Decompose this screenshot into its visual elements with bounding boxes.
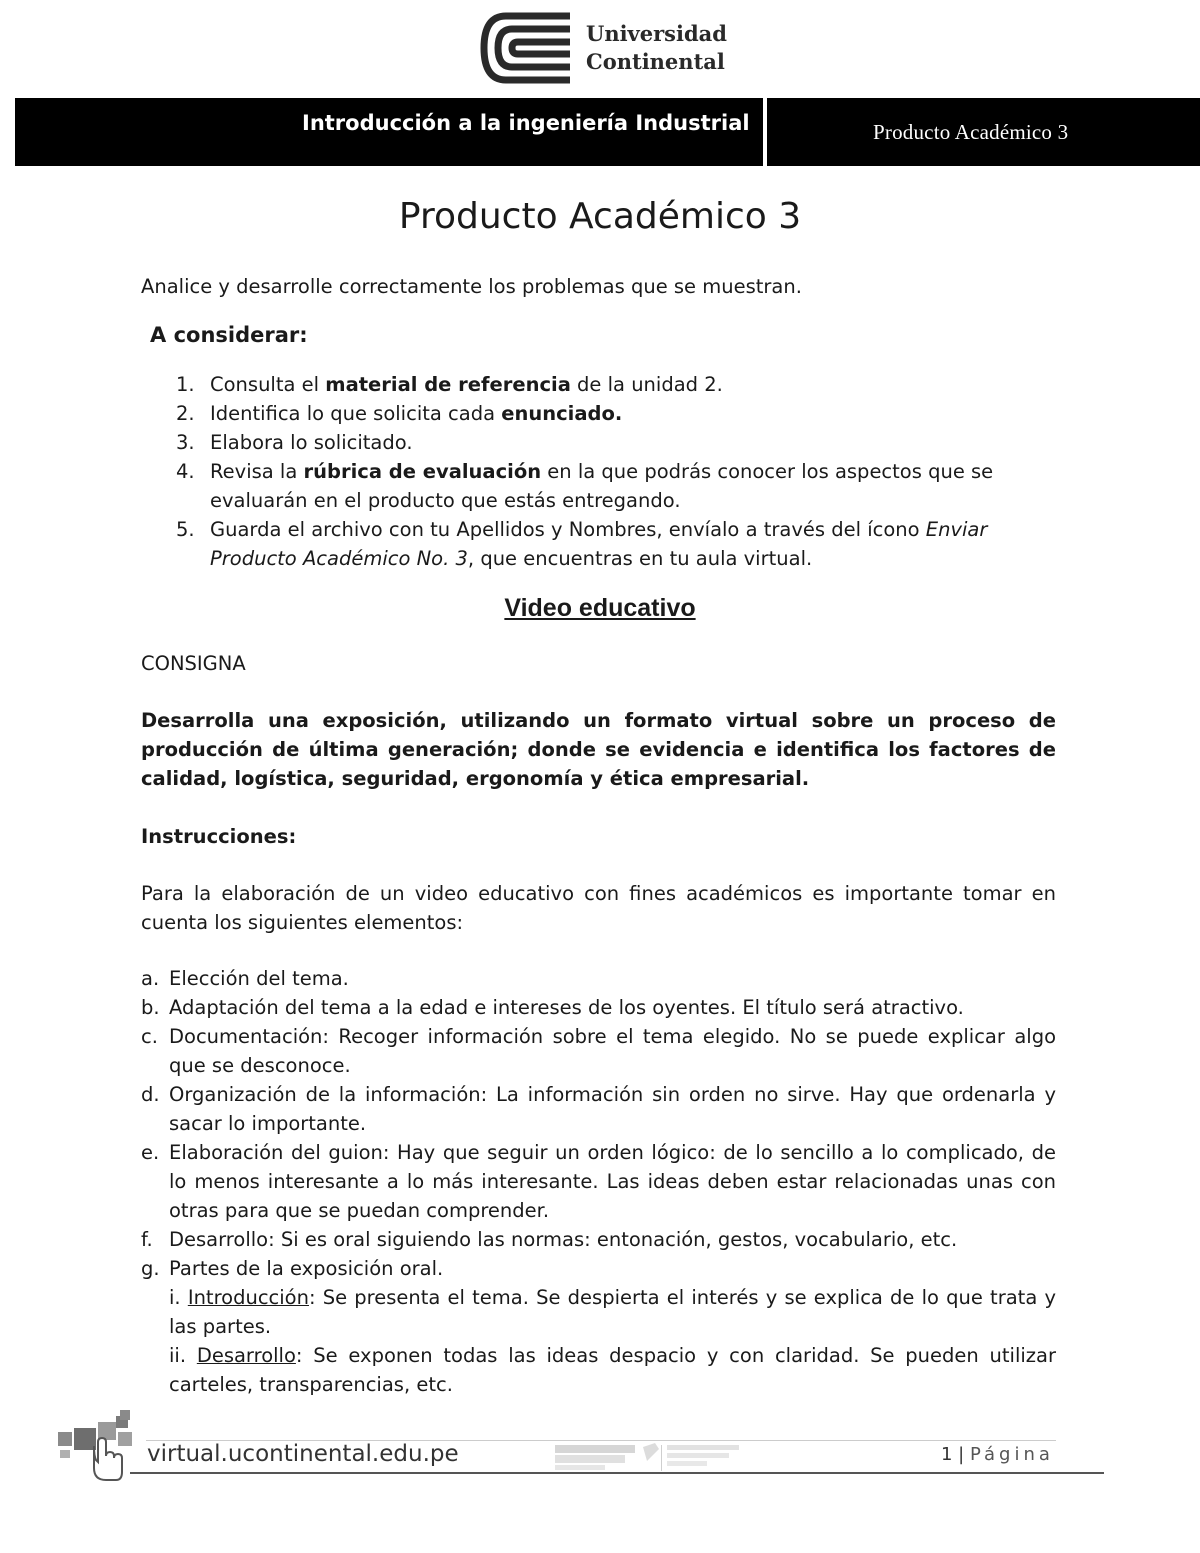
- considerar-list: [170, 370, 1060, 573]
- item-letter: d.: [141, 1083, 160, 1106]
- item-letter: b.: [141, 996, 160, 1019]
- list-item: [170, 515, 1060, 573]
- item-text: Elaboración del guion: Hay que seguir un orden lógico: de lo sencillo a lo complicado, de lo menos interesante a lo más interesante. Las ideas deben estar relacionadas unas con otras para que se puedan comprender.: [169, 1141, 1056, 1222]
- consigna-heading: CONSIGNA: [141, 652, 246, 675]
- section-title: Video educativo: [504, 594, 696, 622]
- instrucciones-heading: Instrucciones:: [141, 825, 297, 848]
- item-text: Elabora lo solicitado.: [210, 431, 413, 454]
- item-letter: g.: [141, 1257, 160, 1280]
- list-item: [141, 1225, 1056, 1254]
- list-item: [141, 993, 1056, 1022]
- item-number: 3.: [176, 431, 195, 454]
- consigna-text: Desarrolla una exposición, utilizando un formato virtual sobre un proceso de producción de última generación; donde se evidencia e identifica los factores de calidad, logística, seguridad, ergonomía y ética empresarial.: [141, 709, 1056, 790]
- item-text: Organización de la información: La información sin orden no sirve. Hay que ordenarla y sacar lo importante.: [169, 1083, 1056, 1135]
- item-text: Consulta el: [210, 373, 326, 396]
- logo-line-2: Continental: [586, 49, 725, 74]
- item-italic-text: Enviar Producto Académico No. 3: [210, 518, 988, 570]
- item-number: 5.: [176, 518, 195, 541]
- subpart-number: i.: [169, 1286, 188, 1309]
- intro-text: Analice y desarrolle correctamente los problemas que se muestran.: [141, 275, 802, 298]
- item-bold-text: material de referencia: [325, 373, 571, 396]
- page-number-value: 1: [941, 1444, 953, 1465]
- subpart-desarrollo: [169, 1341, 1056, 1399]
- page-label: Página: [969, 1444, 1054, 1465]
- instrucciones-text: Para la elaboración de un video educativo con fines académicos es importante tomar en cuenta los siguientes elementos:: [141, 882, 1056, 934]
- subpart-intro: [169, 1283, 1056, 1341]
- item-number: 2.: [176, 402, 195, 425]
- elements-list: [141, 964, 1056, 1399]
- university-logo: [480, 12, 730, 84]
- list-item: [141, 1138, 1056, 1225]
- list-item: [141, 1254, 1056, 1399]
- item-letter: e.: [141, 1141, 160, 1164]
- subpart-text: : Se presenta el tema. Se despierta el interés y se explica de lo que trata y las partes.: [169, 1286, 1056, 1338]
- manuales-digitales-watermark-icon: [551, 1441, 751, 1473]
- list-item: [141, 964, 1056, 993]
- subpart-number: ii.: [169, 1344, 197, 1367]
- item-text: de la unidad 2.: [570, 373, 723, 396]
- page-number: [941, 1444, 1054, 1465]
- document-title: Producto Académico 3: [398, 196, 802, 237]
- subpart-term: Desarrollo: [196, 1344, 296, 1367]
- subpart-term: Introducción: [187, 1286, 309, 1309]
- item-text: Guarda el archivo con tu Apellidos y Nombres, envíalo a través del ícono: [210, 518, 926, 541]
- item-text: Documentación: Recoger información sobre el tema elegido. No se puede explicar algo que se desconoce.: [169, 1025, 1056, 1077]
- list-item: [141, 1080, 1056, 1138]
- item-text: Identifica lo que solicita cada: [210, 402, 502, 425]
- item-letter: a.: [141, 967, 160, 990]
- list-item: [170, 428, 1060, 457]
- item-text: Desarrollo: Si es oral siguiendo las normas: entonación, gestos, vocabulario, etc.: [169, 1228, 958, 1251]
- item-letter: f.: [141, 1228, 153, 1251]
- item-number: 4.: [176, 460, 195, 483]
- subpart-text: : Se exponen todas las ideas despacio y con claridad. Se pueden utilizar carteles, transparencias, etc.: [169, 1344, 1057, 1396]
- list-item: [170, 399, 1060, 428]
- item-letter: c.: [141, 1025, 158, 1048]
- item-text: Elección del tema.: [169, 967, 349, 990]
- product-label: Producto Académico 3: [873, 120, 1069, 144]
- continental-logo-icon: [480, 12, 576, 84]
- considerar-heading: A considerar:: [150, 323, 308, 347]
- item-text: Adaptación del tema a la edad e intereses de los oyentes. El título será atractivo.: [169, 996, 964, 1019]
- item-number: 1.: [176, 373, 195, 396]
- course-name: Introducción a la ingeniería Industrial: [302, 111, 750, 135]
- item-text: Partes de la exposición oral.: [169, 1257, 444, 1280]
- item-bold-text: enunciado.: [501, 402, 623, 425]
- footer-divider: [130, 1472, 1104, 1474]
- item-text: Revisa la: [210, 460, 304, 483]
- logo-text: [586, 20, 727, 76]
- item-bold-text: rúbrica de evaluación: [303, 460, 542, 483]
- item-text: en la que podrás conocer los aspectos que se evaluarán en el producto que estás entregando.: [210, 460, 994, 512]
- item-text: , que encuentras en tu aula virtual.: [467, 547, 813, 570]
- logo-line-1: Universidad: [586, 21, 727, 46]
- list-item: [141, 1022, 1056, 1080]
- list-item: [170, 370, 1060, 399]
- footer-url: virtual.ucontinental.edu.pe: [147, 1441, 459, 1467]
- page-separator: |: [952, 1444, 970, 1465]
- list-item: [170, 457, 1060, 515]
